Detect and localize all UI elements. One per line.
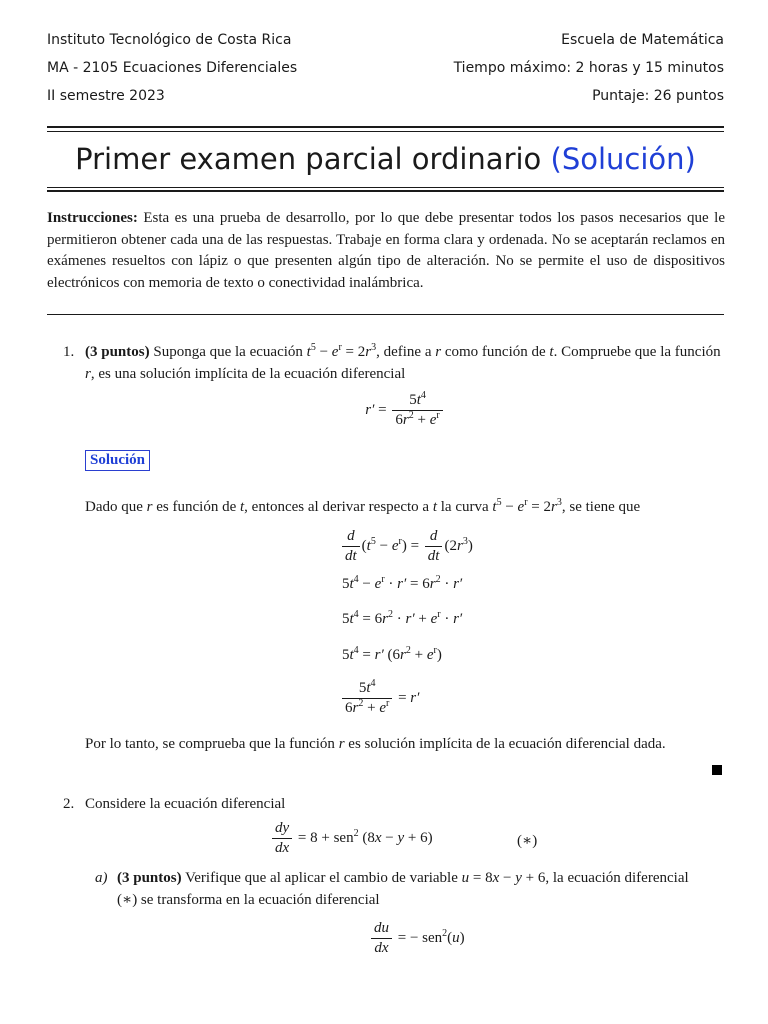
sine-function: sen [422,929,443,946]
q2-statement: Considere la ecuación diferencial [85,796,286,812]
derivation-step-2: $5t^4 - e^r \cdot r' = 6r^2 \cdot r'$ [342,574,463,592]
q1-intro-text: la curva [440,499,489,515]
time-limit: Tiempo máximo: 2 horas y 15 minutos [453,60,724,76]
q1-intro-text: , entonces al derivar respecto a [244,499,430,515]
q2a-points: (3 puntos) [117,870,182,886]
q1-intro-text: , se tiene que [561,499,641,515]
title-rule-top-thin [47,131,724,132]
derivation-step-4: $5t^4 = r'$ $(6r^2 + e^r)$ [342,645,442,663]
instructions-text: Esta es una prueba de desarrollo, por lo que debe presentar todos los pasos necesarios que le permitieron obtener cada una de las respuestas. Trabaje en forma clara y ordenada. No se aceptarán reclamos en exámenes resueltos con lápiz o que presenten algún tipo de alteración. No se permite el uso de dispositivos electrónicos con memoria de texto o conectividad inalámbrica. [47,210,726,291]
q2a-statement: (3 puntos) Verifique que al aplicar el cambio de variable u = 8x − y + 6, la ecuación diferencial (∗) se transforma en la ecuación diferencial [117,870,689,908]
q1-text: . Compruebe que la [553,344,672,360]
q2a-text: , la ecuación diferencial [545,870,689,886]
q1-statement: (3 puntos) Suponga que la ecuación $t^5 - e^r = 2r^3$, define a r como función de t. Compruebe que la función r, es una solución implícita de la ecuación diferencial [85,342,721,382]
title-main: Primer examen parcial ordinario [75,142,542,176]
q2-equation-tag: (∗) [517,833,538,849]
course-name: MA - 2105 Ecuaciones Diferenciales [47,60,298,76]
derivation-step-3: $5t^4 = 6r^2 \cdot r' + e^r \cdot r'$ [342,609,463,627]
q2a-target-equation: $\frac{du}{dx}$ = − sen$^2$(u) [369,920,465,957]
sine-function: sen [333,829,354,846]
school-name: Escuela de Matemática [561,32,724,48]
q2-number: 2. [63,796,75,812]
q1-number: 1. [63,344,75,360]
q1-points: (3 puntos) [85,344,150,360]
qed-square-icon [712,765,722,775]
q2a-text: Verifique que al aplicar el cambio de variable [185,870,458,886]
title-rule-bottom-thick [47,190,724,192]
q1-conclusion-text: Por lo tanto, se comprueba que la función [85,736,335,752]
q2a-label [95,868,108,890]
q1-target-equation: r′ = $\frac{5t^4}{6r^2 + e^r}$ [85,392,725,429]
title-solution: (Solución) [550,142,696,176]
q1-intro-text: es función de [156,499,237,515]
q1-intro-text: Dado que [85,499,143,515]
section-divider [47,314,724,315]
total-score: Puntaje: 26 puntos [592,88,724,104]
q2a-letter: a) [95,870,108,886]
q1-text: , define a [376,344,432,360]
q1-text: como función de [444,344,546,360]
q1-text: función [674,344,721,360]
q1-conclusion: Por lo tanto, se comprueba que la función r es solución implícita de la ecuación diferencial dada. [85,736,666,752]
q2a-text: (∗) se transforma en la ecuación diferencial [117,891,380,908]
q1-solution-intro: Dado que r es función de t, entonces al derivar respecto a t la curva $t^5 - e^r = 2r^3$, se tiene que [85,497,641,515]
instructions-label: Instrucciones: [47,210,138,226]
solution-label: Solución [85,450,150,471]
semester: II semestre 2023 [47,88,165,104]
q1-text: , es una solución implícita de la ecuación diferencial [90,365,406,382]
q1-text: Suponga que la ecuación [153,344,303,360]
derivation-step-5: $\frac{5t^4}{6r^2 + e^r}$ = r′ [340,680,419,717]
title-rule-bottom-thin [47,187,724,188]
derivation-step-1: $\frac{d}{dt}$ $(t^5 - e^r)$ = $\frac{d}{dt}$ $(2r^3)$ [340,528,473,565]
institution-name: Instituto Tecnológico de Costa Rica [47,32,292,48]
instructions [47,208,725,294]
title-rule-top-thick [47,126,724,128]
page-title [47,142,724,176]
q2-equation: $\frac{dy}{dx}$ = 8 + sen$^2$ (8x − y + 6) [270,820,433,857]
q1-conclusion-text: es solución implícita de la ecuación diferencial dada. [348,736,666,752]
